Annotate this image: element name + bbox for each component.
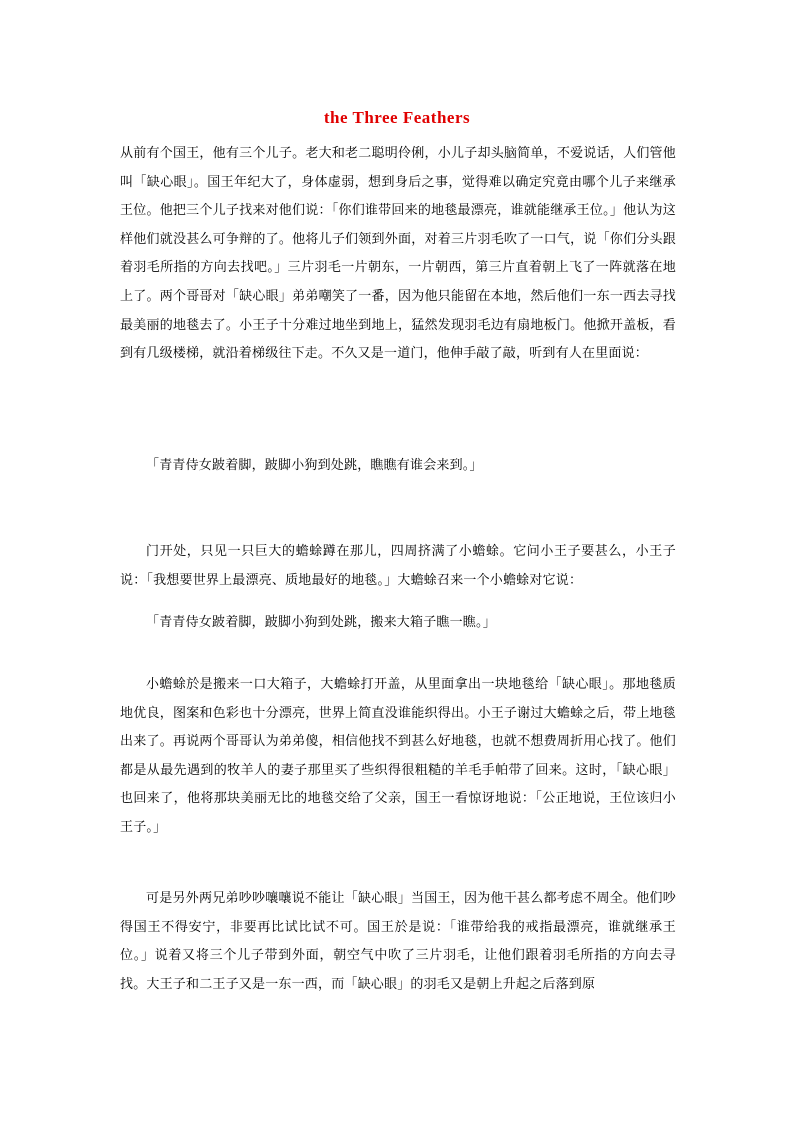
paragraph-toad: 门开处，只见一只巨大的蟾蜍蹲在那儿，四周挤满了小蟾蜍。它问小王子要甚么，小王子说：「我想要世界上最漂亮、质地最好的地毯。」大蟾蜍召来一个小蟾蜍对它说： (120, 544, 676, 588)
paragraph-rhyme-2: 「青青侍女跛着脚，跛脚小狗到处跳，搬来大箱子瞧一瞧。」 (146, 615, 496, 630)
paragraph-ring: 可是另外两兄弟吵吵嚷嚷说不能让「缺心眼」当国王，因为他干甚么都考虑不周全。他们吵得国王不得安宁，非要再比试比试不可。国王於是说：「谁带给我的戒指最漂亮，谁就继承王位。」说着又将三个儿子带到外面，朝空气中吹了三片羽毛，让他们跟着羽毛所指的方向去寻找。大王子和二王子又是一东一西，而「缺心眼」的羽毛又是朝上升起之后落到原 (120, 891, 676, 992)
paragraph-carpet: 小蟾蜍於是搬来一口大箱子，大蟾蜍打开盖，从里面拿出一块地毯给「缺心眼」。那地毯质地优良，图案和色彩也十分漂亮，世界上简直没谁能织得出。小王子谢过大蟾蜍之后，带上地毯出来了。再说两个哥哥认为弟弟傻，相信他找不到甚么好地毯，也就不想费周折用心找了。他们都是从最先遇到的牧羊人的妻子那里买了些织得很粗糙的羊毛手帕带了回来。这时，「缺心眼」也回来了，他将那块美丽无比的地毯交给了父亲，国王一看惊讶地说：「公正地说，王位该归小王子。」 (120, 677, 676, 835)
document-title: the Three Feathers (323, 108, 471, 127)
paragraph-rhyme-1: 「青青侍女跛着脚，跛脚小狗到处跳，瞧瞧有谁会来到。」 (146, 458, 483, 473)
paragraph-opening: 从前有个国王，他有三个儿子。老大和老二聪明伶俐，小儿子却头脑简单，不爱说话，人们管他叫「缺心眼」。国王年纪大了，身体虚弱，想到身后之事，觉得难以确定究竟由哪个儿子来继承王位。他把三个儿子找来对他们说：「你们谁带回来的地毯最漂亮，谁就能继承王位。」他认为这样他们就没甚么可争辩的了。他将儿子们领到外面，对着三片羽毛吹了一口气，说「你们分头跟着羽毛所指的方向去找吧。」三片羽毛一片朝东，一片朝西，第三片直着朝上飞了一阵就落在地上了。两个哥哥对「缺心眼」弟弟嘲笑了一番，因为他只能留在本地，然后他们一东一西去寻找最美丽的地毯去了。小王子十分难过地坐到地上，猛然发现羽毛边有扇地板门。他掀开盖板，看到有几级楼梯，就沿着梯级往下走。不久又是一道门，他伸手敲了敲，听到有人在里面说： (120, 146, 676, 362)
